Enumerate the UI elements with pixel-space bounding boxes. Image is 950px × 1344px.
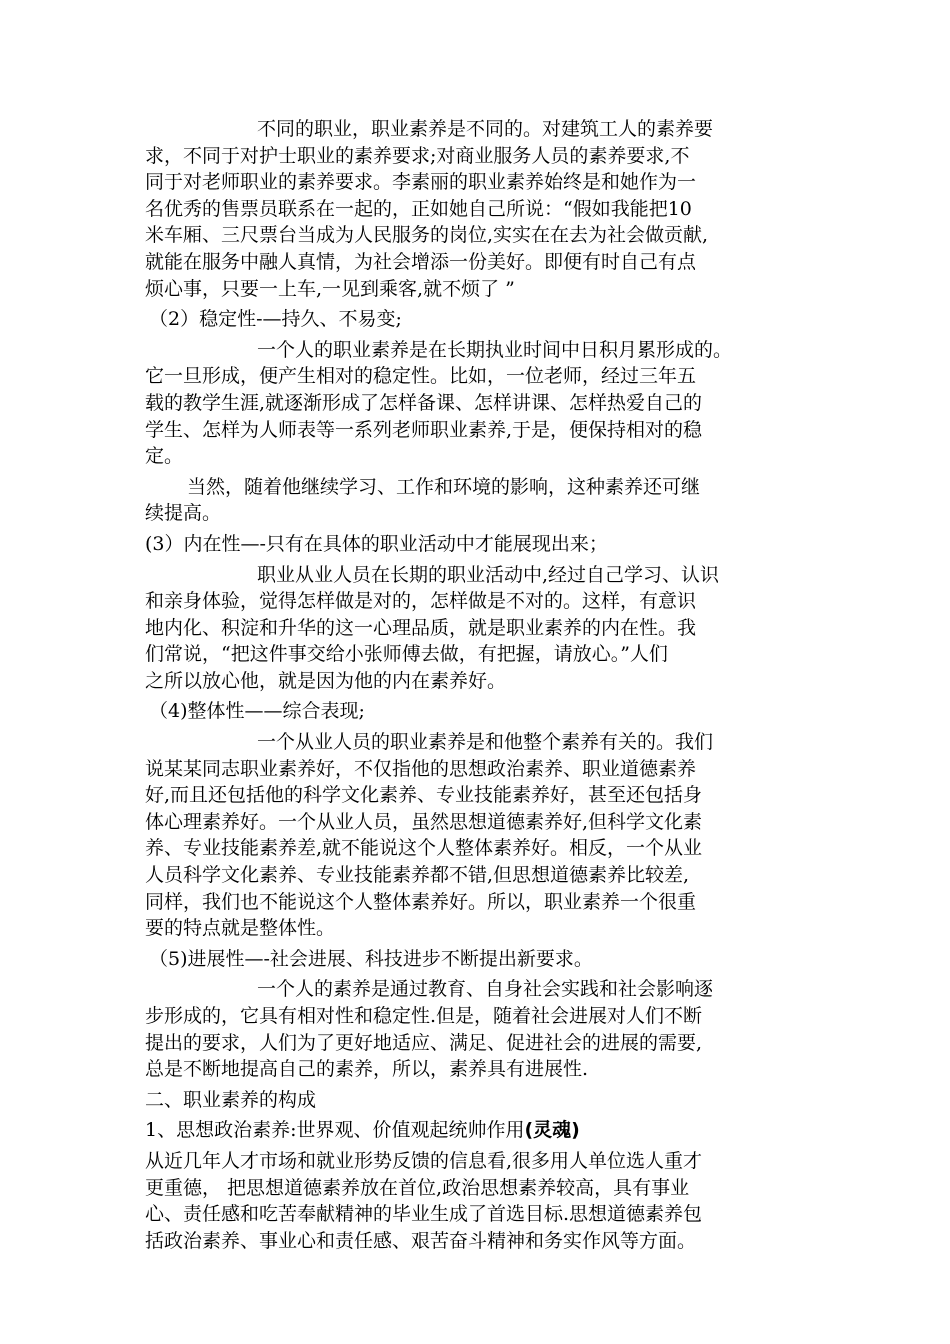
paragraph-line: 米车厢、三尺票台当成为人民服务的岗位,实实在在去为社会做贡献, — [145, 224, 709, 247]
paragraph-line: 同样，我们也不能说这个人整体素养好。所以，职业素养一个很重 — [145, 890, 697, 913]
paragraph-line: 更重德， 把思想道德素养放在首位,政治思想素养较高，具有事业 — [145, 1176, 690, 1199]
list-item-heading — [145, 1117, 805, 1144]
paragraph-line: 一个人的职业素养是在长期执业时间中日积月累形成的。 — [257, 338, 733, 361]
paragraph-line: 人员科学文化素养、专业技能素养都不错,但思想道德素养比较差, — [145, 864, 690, 887]
paragraph-line: 续提高。 — [145, 502, 222, 525]
paragraph-line: 好,而且还包括他的科学文化素养、专业技能素养好，甚至还包括身 — [145, 784, 703, 807]
subheading-integrity: （4)整体性——综合表现; — [149, 700, 365, 723]
paragraph-line: 它一旦形成，便产生相对的稳定性。比如，一位老师，经过三年五 — [145, 365, 697, 388]
paragraph-line: 步形成的，它具有相对性和稳定性.但是，随着社会进展对人们不断 — [145, 1005, 703, 1027]
paragraph-line: 之所以放心他，就是因为他的内在素养好。 — [145, 669, 507, 692]
paragraph-line: 提出的要求，人们为了更好地适应、满足、促进社会的进展的需要, — [145, 1031, 703, 1054]
paragraph-line: 不同的职业，职业素养是不同的。对建筑工人的素养要 — [257, 118, 714, 140]
paragraph-line: 同于对老师职业的素养要求。李素丽的职业素养始终是和她作为一 — [145, 171, 697, 194]
section-heading: 二、职业素养的构成 — [145, 1088, 317, 1111]
paragraph-line: 载的教学生涯,就逐渐形成了怎样备课、怎样讲课、怎样热爱自己的 — [145, 391, 703, 414]
list-item-text: 1、思想政治素养:世界观、价值观起统帅作用 — [145, 1119, 525, 1142]
paragraph-line: 学生、怎样为人师表等一系列老师职业素养,于是，便保持相对的稳 — [145, 418, 703, 441]
paragraph-line: 职业从业人员在长期的职业活动中,经过自己学习、认识 — [257, 563, 720, 586]
paragraph-line: 定。 — [145, 445, 184, 468]
subheading-intrinsic: (3）内在性—-只有在具体的职业活动中才能展现出来； — [145, 532, 608, 555]
paragraph-line: 说某某同志职业素养好，不仅指他的思想政治素养、职业道德素养 — [145, 757, 697, 780]
paragraph-line: 括政治素养、事业心和责任感、艰苦奋斗精神和务实作风等方面。 — [145, 1229, 697, 1252]
paragraph-line: 地内化、积淀和升华的这一心理品质，就是职业素养的内在性。我 — [145, 616, 697, 639]
paragraph-line: 一个从业人员的职业素养是和他整个素养有关的。我们 — [257, 731, 714, 754]
paragraph-line: 要的特点就是整体性。 — [145, 917, 336, 940]
paragraph-line: 养、专业技能素养差,就不能说这个人整体素养好。相反，一个从业 — [145, 837, 703, 860]
paragraph-line: 求，不同于对护士职业的素养要求;对商业服务人员的素养要求,不 — [145, 144, 690, 167]
paragraph-line: 从近几年人才市场和就业形势反馈的信息看,很多用人单位选人重才 — [145, 1149, 703, 1172]
paragraph-line: 心、责任感和吃苦奉献精神的毕业生成了首选目标.思想道德素养包 — [145, 1203, 703, 1226]
subheading-stability: （2）稳定性-—持久、不易变; — [149, 308, 402, 331]
paragraph-line: 名优秀的售票员联系在一起的，正如她自己所说：“假如我能把10 — [145, 197, 692, 220]
paragraph-line: 们常说，“把这件事交给小张师傅去做，有把握，请放心。”人们 — [145, 643, 668, 666]
paragraph-line: 总是不断地提高自己的素养，所以，素养具有进展性. — [145, 1058, 589, 1081]
paragraph-line: 一个人的素养是通过教育、自身社会实践和社会影响逐 — [257, 978, 714, 1001]
subheading-progress: （5)进展性—-社会进展、科技进步不断提出新要求。 — [149, 947, 593, 970]
paragraph-line: 烦心事，只要一上车,一见到乘客,就不烦了 ” — [145, 277, 515, 300]
paragraph-line: 就能在服务中融人真情，为社会增添一份美好。即便有时自己有点 — [145, 250, 697, 273]
paragraph-line: 和亲身体验，觉得怎样做是对的，怎样做是不对的。这样，有意识 — [145, 590, 697, 613]
document-page — [145, 116, 805, 1254]
list-item-emphasis: (灵魂) — [524, 1119, 580, 1142]
paragraph-line: 体心理素养好。一个从业人员，虽然思想道德素养好,但科学文化素 — [145, 810, 703, 833]
paragraph-line: 当然，随着他继续学习、工作和环境的影响，这种素养还可继 — [187, 475, 701, 498]
